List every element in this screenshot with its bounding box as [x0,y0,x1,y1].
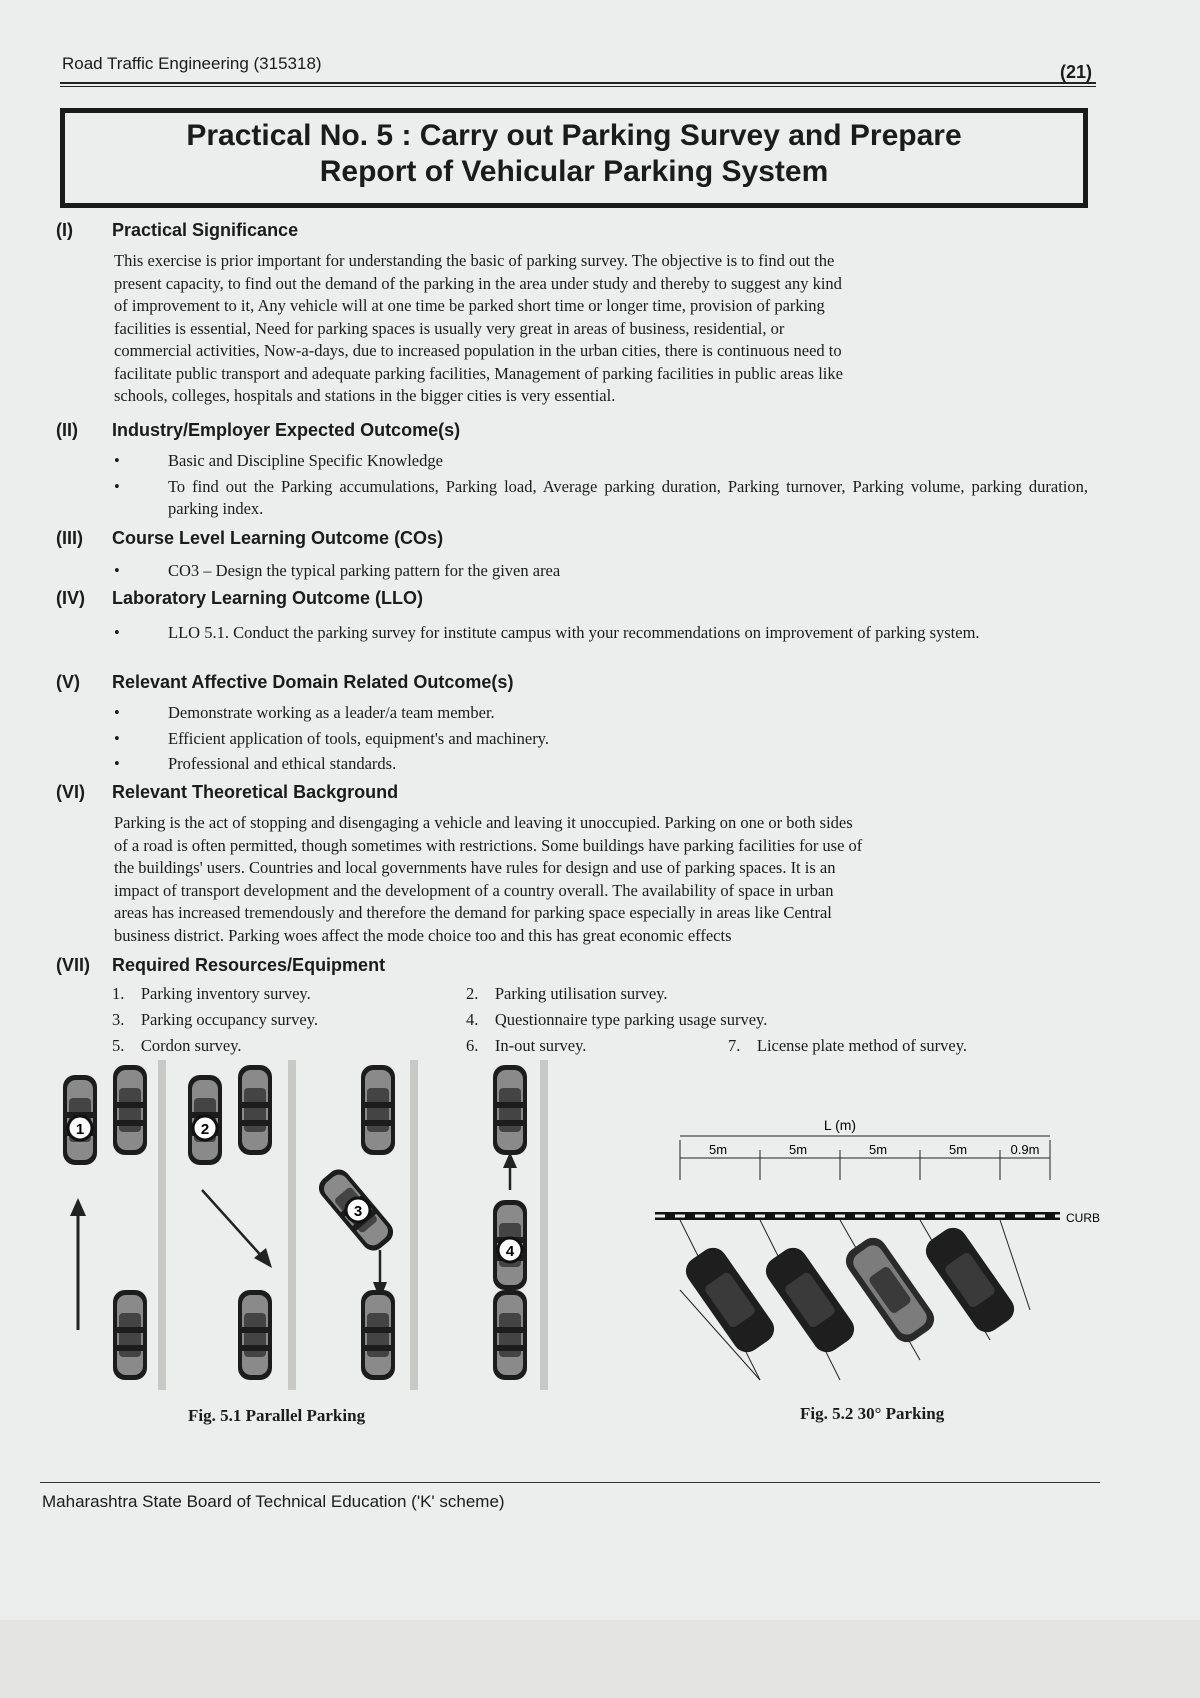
angle-parking-figure [650,1110,1100,1400]
section-heading-6: (VI) Relevant Theoretical Background [56,782,399,802]
title-line-2: Report of Vehicular Parking System [319,155,829,188]
segment-label: 5m [868,1142,888,1157]
practical-title-box [60,108,1088,208]
list-item: • Basic and Discipline Specific Knowledge [114,451,443,470]
segment-label: 0.9m [1010,1142,1040,1157]
figure-2-caption: Fig. 5.2 30° Parking [800,1404,945,1423]
section-heading-7: (VII) Required Resources/Equipment [56,955,386,975]
page-number: (21) [1059,62,1092,82]
list-item: • To find out the Parking accumulations, Parking load, Average parking duration, Parking turnover, Parking volume, parking duration, parking index. [114,477,1088,518]
section-heading-4: (IV) Laboratory Learning Outcome (LLO) [56,588,424,608]
footer-rule [40,1482,1100,1483]
car-number-1: 1 [75,1121,85,1138]
section-heading-5: (V) Relevant Affective Domain Related Outcome(s) [56,672,514,692]
list-item: 4. Questionnaire type parking usage survey. [466,1010,768,1029]
list-item: 6. In-out survey. [466,1036,587,1055]
header-rule [60,82,1096,84]
total-length-label: L (m) [823,1117,857,1133]
list-item: 5. Cordon survey. [112,1036,242,1055]
list-item: • LLO 5.1. Conduct the parking survey for institute campus with your recommendations on improvement of parking system. [114,623,980,642]
car-number-4: 4 [505,1243,515,1260]
list-item: 7. License plate method of survey. [728,1036,968,1055]
header-rule-thin [60,86,1096,87]
list-item: • CO3 – Design the typical parking pattern for the given area [114,561,561,580]
parallel-parking-figure [40,1060,560,1400]
list-item: 3. Parking occupancy survey. [112,1010,319,1029]
list-item: 2. Parking utilisation survey. [466,984,668,1003]
segment-label: 5m [708,1142,728,1157]
section-heading-1: (I) Practical Significance [56,220,299,240]
list-item: • Professional and ethical standards. [114,754,397,773]
course-header: Road Traffic Engineering (315318) [62,54,322,73]
car-number-2: 2 [200,1121,210,1138]
list-item: • Efficient application of tools, equipment's and machinery. [114,729,549,748]
figure-1-caption: Fig. 5.1 Parallel Parking [188,1406,366,1425]
list-item: 1. Parking inventory survey. [112,984,311,1003]
section-heading-2: (II) Industry/Employer Expected Outcome(s) [56,420,461,440]
segment-label: 5m [948,1142,968,1157]
section-1-paragraph: This exercise is prior important for understanding the basic of parking survey. The objective is to find out the present capacity, to find out the demand of the parking in the area under study and thereby to suggest any kind of improvement to it, Any vehicle will at one time be parked short time or longer time, provision of parking facilities is essential, Need for parking spaces is usually very great in areas of business, residential, or commercial activities, Now-a-days, due to increased population in the urban cities, there is continuous need to facilitate public transport and adequate parking facilities, Management of parking facilities in public areas like schools, colleges, hospitals and stations in the bigger cities is very essential. [114,251,843,405]
curb-label: CURB [1066,1211,1100,1225]
title-line-1: Practical No. 5 : Carry out Parking Survey and Prepare [186,119,962,152]
section-heading-3: (III) Course Level Learning Outcome (COs) [56,528,444,548]
section-6-paragraph: Parking is the act of stopping and disengaging a vehicle and leaving it unoccupied. Parking on one or both sides of a road is often permitted, though sometimes with restrictions. Some buildings have parking facilities for use of the buildings' users. Countries and local governments have rules for design and use of parking spaces. It is an impact of transport development and the development of a country overall. The availability of space in urban areas has increased tremendously and therefore the demand for parking space especially in areas like Central business district. Parking woes affect the mode choice too and this has great economic effects [114,813,863,945]
car-number-3: 3 [353,1203,363,1220]
list-item: • Demonstrate working as a leader/a team member. [114,703,495,722]
segment-label: 5m [788,1142,808,1157]
footer-text: Maharashtra State Board of Technical Education ('K' scheme) [42,1492,505,1511]
